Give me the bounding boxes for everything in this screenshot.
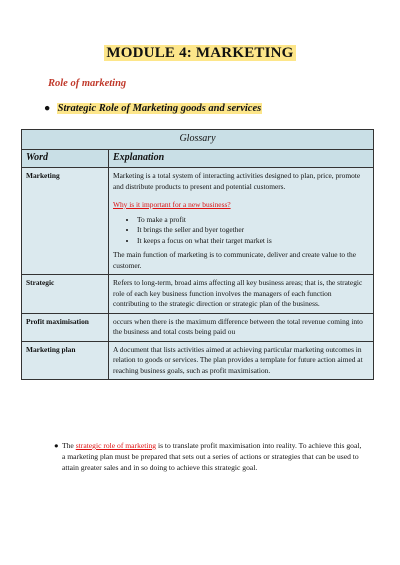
table-row (22, 341, 374, 380)
list-item: • It keeps a focus on what their target market is (137, 236, 369, 247)
table-row (22, 168, 374, 275)
table-row (22, 313, 374, 341)
explanation-cell: occurs when there is the maximum difference between the total revenue coming into the business and total costs being paid ou (109, 313, 374, 341)
glossary-caption-row (22, 130, 374, 150)
list-item: • It brings the seller and byer together (137, 225, 369, 236)
bullet-icon: ● (54, 441, 59, 450)
explanation-cell: A document that lists activities aimed at achieving particular marketing outcomes in relation to goods or services. The plan provides a template for future action aimed at reaching business goals, such as profit maximisation. (109, 341, 374, 380)
question-link[interactable]: Why is it important for a new business? (113, 200, 231, 209)
column-header-explanation: Explanation (109, 150, 374, 168)
list-item: • To make a profit (137, 215, 369, 226)
explanation-cell: Refers to long-term, broad aims affecting all key business areas; that is, the strategic role of each key business function involves the managers of each function contributing to the strategic direction or strategic plan of the business. (109, 275, 374, 314)
glossary-table (21, 129, 374, 380)
column-header-word: Word (22, 150, 109, 168)
section-heading: Role of marketing (48, 78, 127, 89)
column-header-row (22, 150, 374, 168)
explanation-cell (109, 168, 374, 275)
explanation-paragraph: Marketing is a total system of interacting activities designed to plan, price, promote and distribute products to present and potential customers. (113, 171, 361, 191)
strategic-role-link[interactable]: strategic role of marketing (75, 441, 157, 450)
summary-paragraph (54, 440, 362, 473)
term-cell: Profit maximisation (22, 313, 109, 341)
summary-text-end: is to translate profit maximisation into reality. To achieve this goal, a marketing plan must be prepared that sets out a series of actions or strategies that can be used to attain greater sales and in so doing to achieve this strategic goal. (62, 441, 362, 472)
term-cell: Marketing (22, 168, 109, 275)
term-cell: Marketing plan (22, 341, 109, 380)
summary-text-start: The (62, 441, 76, 450)
page-title (0, 44, 400, 62)
table-row (22, 275, 374, 314)
term-cell: Strategic (22, 275, 109, 314)
topic-heading-text: Strategic Role of Marketing goods and services (57, 103, 262, 114)
topic-heading (44, 103, 262, 114)
bullet-icon: ● (44, 103, 51, 114)
page-title-text: MODULE 4: MARKETING (106, 45, 294, 61)
explanation-paragraph: The main function of marketing is to communicate, deliver and create value to the customer. (113, 250, 356, 270)
reasons-list (113, 215, 369, 247)
glossary-caption: Glossary (22, 130, 374, 150)
